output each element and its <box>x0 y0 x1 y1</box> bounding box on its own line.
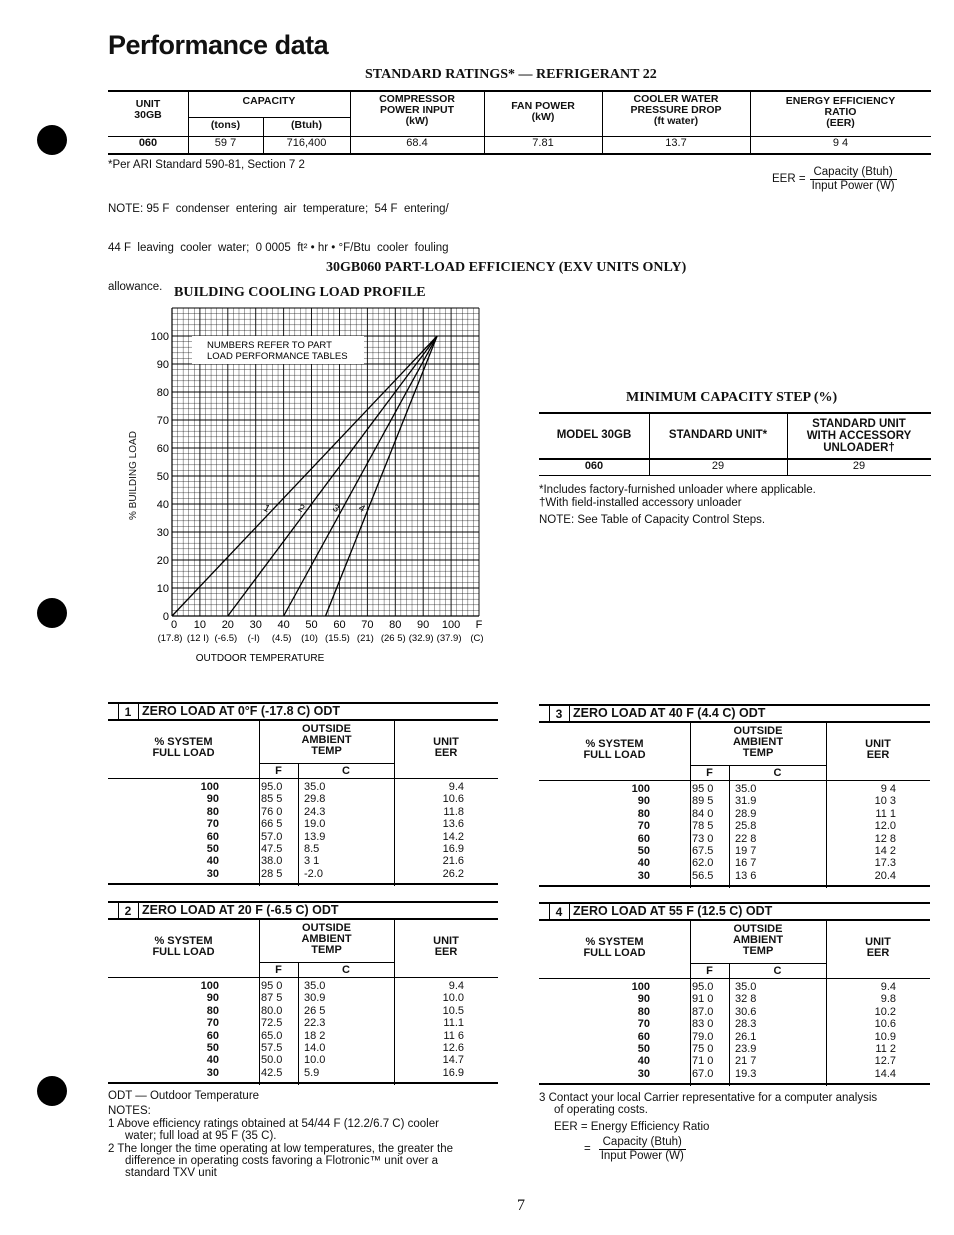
x-tick-label-celsius: (26 5) <box>380 633 406 644</box>
min-hdr-acc-1: STANDARD UNIT <box>812 418 906 430</box>
hdr-f: F <box>275 964 282 976</box>
hdr-oat-3: TEMP <box>742 747 774 759</box>
table-cell-f: 78 5 <box>692 820 714 833</box>
y-tick-label: 40 <box>156 499 169 511</box>
min-capacity-title: MINIMUM CAPACITY STEP (%) <box>626 390 838 405</box>
hdr-eer-1: ENERGY EFFICIENCY <box>785 95 896 107</box>
min-hdr-model: MODEL 30GB <box>556 429 632 441</box>
y-tick-label: 80 <box>156 387 169 399</box>
hdr-tons: (tons) <box>210 119 241 131</box>
table-cell-eer: 10.9 <box>874 1030 896 1043</box>
table-cell-f: 73 0 <box>692 832 714 845</box>
x-tick-label: 0 <box>170 619 178 631</box>
y-tick-label: 100 <box>150 331 169 343</box>
table-cell-eer: 20.4 <box>874 869 896 882</box>
cell-unit: 060 <box>138 137 158 149</box>
hdr-system-1: % SYSTEM <box>154 736 213 748</box>
eer-formula-2-numerator: Capacity (Btuh) <box>599 1136 686 1149</box>
eer-formula <box>772 166 897 193</box>
table-cell-eer: 10.6 <box>874 1018 896 1031</box>
eer-formula-2-eq: = <box>584 1142 591 1155</box>
hdr-compressor-2: POWER INPUT <box>379 104 455 116</box>
table-cell-eer: 10.5 <box>442 1004 464 1017</box>
x-tick-label: 70 <box>361 619 374 631</box>
min-cell-standard: 29 <box>711 460 725 472</box>
hdr-eer-2: EER <box>434 747 458 759</box>
series-label-2: 2 <box>295 502 307 515</box>
chart-x-axis-label: OUTDOOR TEMPERATURE <box>195 653 325 664</box>
table-cell-f: 87.0 <box>692 1005 714 1018</box>
table-cell-f: 67.0 <box>692 1067 714 1080</box>
y-tick-label: 90 <box>156 359 169 371</box>
x-tick-label: F <box>475 619 483 631</box>
note-3-line-2: of operating costs. <box>554 1104 648 1117</box>
hdr-oat-2: AMBIENT <box>301 734 352 746</box>
table-cell-c: 35.0 <box>304 980 326 992</box>
table-cell-f: 87 5 <box>261 992 283 1005</box>
x-tick-label: 40 <box>277 619 290 631</box>
table-cell-eer: 16.9 <box>442 842 464 855</box>
x-tick-label: 60 <box>333 619 346 631</box>
chart-y-label-box <box>128 400 142 520</box>
hdr-compressor-1: COMPRESSOR <box>379 93 455 105</box>
hdr-system-1: % SYSTEM <box>154 935 213 947</box>
series-label-1: 1 <box>261 502 272 515</box>
table-cell-load: 90 <box>637 795 650 808</box>
note-2-line-2: difference in operating costs favoring a Flotronic™ unit over a <box>125 1155 439 1168</box>
table-cell-f: 38.0 <box>261 855 283 868</box>
table-cell-eer: 14 2 <box>874 844 896 857</box>
table-cell-c: 26.1 <box>735 1030 757 1043</box>
table-cell-eer: 10.2 <box>874 1005 896 1018</box>
note-1-line-2: water; full load at 95 F (35 C). <box>125 1130 277 1143</box>
hdr-oat-2: AMBIENT <box>732 736 784 748</box>
hdr-eer-1: UNIT <box>865 738 891 750</box>
hdr-c: C <box>342 964 350 976</box>
series-label-3: 3 <box>330 502 341 515</box>
table-cell-f: 91 0 <box>692 993 714 1006</box>
table-cell-c: 35.0 <box>304 781 326 793</box>
page-number: 7 <box>517 1197 525 1214</box>
x-tick-label: 20 <box>221 619 234 631</box>
table-cell-eer: 13.6 <box>442 818 464 831</box>
hdr-eer-2: RATIO <box>824 106 857 118</box>
table-cell-load: 90 <box>206 992 219 1005</box>
x-tick-label-celsius: (C) <box>470 633 484 644</box>
hdr-f: F <box>706 965 713 977</box>
eer-formula-denominator: Input Power (W) <box>811 180 895 192</box>
cell-eer: 9 4 <box>832 137 849 149</box>
table-cell-eer: 12 8 <box>874 832 896 845</box>
table-cell-load: 100 <box>631 783 650 795</box>
x-tick-label: 10 <box>193 619 207 631</box>
table-cell-f: 95.0 <box>692 981 714 993</box>
chart-annotation-line-1: NUMBERS REFER TO PART <box>207 340 332 351</box>
table-cell-eer: 21.6 <box>442 855 464 868</box>
min-cell-model: 060 <box>584 460 604 472</box>
zero-load-table-2 <box>108 901 498 1085</box>
table-cell-eer: 14.7 <box>442 1054 464 1067</box>
table-cell-eer: 16.9 <box>442 1066 464 1079</box>
table-cell-f: 84 0 <box>692 807 714 820</box>
table-cell-f: 67.5 <box>692 844 714 857</box>
hdr-eer-3: (EER) <box>826 117 855 129</box>
zero-table-number: 4 <box>555 905 563 919</box>
zero-table-number: 3 <box>555 707 563 721</box>
table-cell-eer: 11 2 <box>875 1042 896 1055</box>
table-cell-c: 5.9 <box>304 1066 320 1079</box>
table-cell-c: 28.9 <box>735 807 757 820</box>
chart-title: BUILDING COOLING LOAD PROFILE <box>174 285 426 300</box>
series-label-4: 4 <box>356 502 367 515</box>
eer-formula-numerator: Capacity (Btuh) <box>810 166 897 180</box>
table-cell-c: 10.0 <box>304 1054 326 1067</box>
table-cell-load: 50 <box>637 1042 650 1055</box>
note-2-line-1: 2 The longer the time operating at low temperatures, the greater the <box>108 1142 453 1155</box>
min-hdr-acc-2: WITH ACCESSORY <box>806 430 912 442</box>
x-tick-label-celsius: (32.9) <box>408 633 434 644</box>
table-cell-load: 100 <box>200 781 219 793</box>
cell-compressor: 68.4 <box>406 137 428 149</box>
table-cell-c: 19.0 <box>304 818 326 831</box>
table-cell-load: 50 <box>206 842 219 855</box>
hdr-eer-1: UNIT <box>433 935 459 947</box>
eer-formula-2-denominator: Input Power (W) <box>600 1149 684 1162</box>
table-cell-eer: 14.2 <box>442 830 464 843</box>
table-cell-c: 3 1 <box>304 855 320 868</box>
x-tick-label-celsius: (4.5) <box>271 633 292 644</box>
table-cell-c: 14.0 <box>304 1041 326 1054</box>
hdr-cooler-2: PRESSURE DROP <box>630 104 722 116</box>
min-note-1: *Includes factory-furnished unloader where applicable. <box>539 484 816 496</box>
x-tick-label-celsius: (15.5) <box>325 633 350 644</box>
table-cell-eer: 11.8 <box>443 805 464 818</box>
hdr-oat-3: TEMP <box>311 745 342 757</box>
min-cell-accessory: 29 <box>852 460 866 472</box>
building-load-chart <box>120 300 500 670</box>
y-tick-label: 20 <box>156 555 169 567</box>
hdr-oat-2: AMBIENT <box>301 933 352 945</box>
hdr-oat-1: OUTSIDE <box>733 725 783 737</box>
hdr-eer-1: UNIT <box>865 936 891 948</box>
table-cell-c: -2.0 <box>304 867 323 880</box>
table-cell-load: 60 <box>206 1029 219 1042</box>
eer-formula-2 <box>539 1136 877 1162</box>
table-cell-load: 30 <box>206 1066 219 1079</box>
table-cell-eer: 17.3 <box>874 857 896 870</box>
table-cell-c: 35.0 <box>735 783 757 795</box>
table-cell-c: 18 2 <box>304 1029 326 1042</box>
notes-heading: NOTES: <box>108 1105 151 1118</box>
y-tick-label: 30 <box>156 527 169 539</box>
hdr-oat-1: OUTSIDE <box>733 923 783 935</box>
x-tick-label: 100 <box>441 619 461 631</box>
note-3-line-1: 3 Contact your local Carrier representative for a computer analysis <box>539 1092 878 1104</box>
table-cell-f: 47.5 <box>261 842 283 855</box>
x-tick-label-celsius: (37.9) <box>436 633 462 644</box>
zero-load-table-1 <box>108 702 498 886</box>
table-cell-load: 80 <box>206 805 219 818</box>
table-cell-load: 40 <box>637 857 650 870</box>
table-cell-f: 57.0 <box>261 830 283 843</box>
bullet-dot-1 <box>37 125 67 155</box>
table-cell-c: 26 5 <box>304 1004 326 1017</box>
min-hdr-acc-3: UNLOADER† <box>823 442 895 454</box>
note-1-line-1: 1 Above efficiency ratings obtained at 54/44 F (12.2/6.7 C) cooler <box>108 1117 439 1130</box>
hdr-system-1: % SYSTEM <box>585 936 644 948</box>
hdr-system-1: % SYSTEM <box>585 738 644 750</box>
table-cell-load: 80 <box>637 807 650 820</box>
table-cell-load: 90 <box>206 793 219 806</box>
zero-table-title: ZERO LOAD AT 0°F (-17.8 C) ODT <box>142 704 341 718</box>
table-cell-eer: 9.4 <box>448 781 464 793</box>
hdr-eer-2: EER <box>866 947 890 959</box>
zero-load-table-4 <box>539 902 930 1086</box>
cell-cooler: 13.7 <box>665 137 687 149</box>
bullet-dot-3 <box>37 1076 67 1106</box>
table-cell-eer: 12.6 <box>442 1041 464 1054</box>
table-cell-c: 22.3 <box>304 1017 326 1030</box>
standard-ratings-title: STANDARD RATINGS* — REFRIGERANT 22 <box>365 67 657 82</box>
table-cell-f: 71 0 <box>692 1055 714 1068</box>
table-cell-load: 40 <box>206 1054 219 1067</box>
table-cell-c: 23.9 <box>735 1042 757 1055</box>
table-cell-f: 89 5 <box>692 795 714 808</box>
x-tick-label-celsius: (10) <box>301 633 318 644</box>
table-cell-load: 60 <box>206 830 219 843</box>
hdr-system-2: FULL LOAD <box>152 747 215 759</box>
table-cell-c: 25.8 <box>735 820 757 833</box>
table-cell-c: 30.9 <box>304 992 326 1005</box>
table-cell-c: 29.8 <box>304 793 326 806</box>
table-cell-f: 28 5 <box>261 867 283 880</box>
min-hdr-standard: STANDARD UNIT* <box>668 429 768 441</box>
table-cell-load: 70 <box>637 820 650 833</box>
table-cell-eer: 11.1 <box>443 1017 464 1030</box>
hdr-cooler-1: COOLER WATER <box>633 93 719 105</box>
hdr-capacity: CAPACITY <box>242 95 296 107</box>
table-cell-f: 42.5 <box>261 1066 283 1079</box>
x-tick-label-celsius: (-6.5) <box>214 633 238 644</box>
table-cell-load: 50 <box>206 1041 219 1054</box>
table-cell-load: 40 <box>206 855 219 868</box>
table-cell-f: 95.0 <box>261 781 283 793</box>
hdr-oat-2: AMBIENT <box>732 934 784 946</box>
table-cell-c: 8.5 <box>304 842 320 855</box>
chart-annotation-line-2: LOAD PERFORMANCE TABLES <box>207 351 348 362</box>
table-cell-c: 35.0 <box>735 981 757 993</box>
table-cell-c: 22 8 <box>735 832 757 845</box>
table-cell-f: 72.5 <box>261 1017 283 1030</box>
table-cell-eer: 10.0 <box>442 992 464 1005</box>
table-cell-f: 79.0 <box>692 1030 714 1043</box>
cell-btuh: 716,400 <box>286 137 327 149</box>
y-tick-label: 60 <box>156 443 169 455</box>
table-cell-f: 62.0 <box>692 857 714 870</box>
hdr-system-2: FULL LOAD <box>583 947 646 959</box>
table-cell-c: 16 7 <box>735 857 757 870</box>
table-cell-eer: 12.0 <box>874 820 896 833</box>
table-cell-eer: 9.4 <box>448 980 464 992</box>
y-tick-label: 0 <box>162 611 169 623</box>
table-cell-load: 70 <box>206 1017 219 1030</box>
eer-definition: EER = Energy Efficiency Ratio <box>554 1120 710 1133</box>
x-tick-label: 80 <box>389 619 402 631</box>
hdr-f: F <box>275 765 282 777</box>
hdr-system-2: FULL LOAD <box>152 946 215 958</box>
table-cell-f: 66 5 <box>261 818 283 831</box>
x-tick-label-celsius: (21) <box>356 633 374 644</box>
cell-tons: 59 7 <box>214 137 237 149</box>
table-cell-c: 31.9 <box>735 795 757 808</box>
ratings-note-line-2: 44 F leaving cooler water; 0 0005 ft² • hr • °F/Btu cooler fouling <box>108 242 449 254</box>
hdr-eer-2: EER <box>434 946 458 958</box>
table-cell-f: 95 0 <box>692 783 714 795</box>
hdr-c: C <box>773 767 782 779</box>
table-cell-load: 30 <box>206 867 219 880</box>
zero-table-number: 1 <box>124 705 132 719</box>
min-note-2: †With field-installed accessory unloader <box>539 497 742 509</box>
table-cell-f: 76 0 <box>261 805 283 818</box>
table-cell-eer: 26.2 <box>442 867 464 880</box>
table-cell-c: 13.9 <box>304 830 326 843</box>
table-cell-f: 65.0 <box>261 1029 283 1042</box>
ratings-footnote: *Per ARI Standard 590-81, Section 7 2 <box>108 159 305 171</box>
table-cell-load: 90 <box>637 993 650 1006</box>
y-tick-label: 50 <box>156 471 169 483</box>
zero-table-title: ZERO LOAD AT 20 F (-6.5 C) ODT <box>142 903 339 917</box>
table-cell-c: 19 7 <box>735 844 757 857</box>
x-tick-label: 50 <box>305 619 318 631</box>
y-tick-label: 70 <box>156 415 169 427</box>
table-cell-f: 50.0 <box>261 1054 283 1067</box>
hdr-oat-3: TEMP <box>742 945 774 957</box>
table-cell-f: 56.5 <box>692 869 714 882</box>
table-cell-eer: 11 1 <box>875 807 896 820</box>
table-cell-f: 80.0 <box>261 1004 283 1017</box>
table-cell-f: 57.5 <box>261 1041 283 1054</box>
zero-load-table-3 <box>539 704 930 888</box>
table-cell-eer: 10 3 <box>874 795 896 808</box>
table-cell-load: 100 <box>631 981 650 993</box>
x-tick-label: 30 <box>249 619 262 631</box>
table-cell-load: 80 <box>637 1005 650 1018</box>
table-cell-eer: 10.6 <box>442 793 464 806</box>
table-cell-eer: 11 6 <box>443 1029 464 1042</box>
hdr-compressor-3: (kW) <box>405 115 429 127</box>
table-cell-f: 95 0 <box>261 980 283 992</box>
x-tick-label-celsius: (-I) <box>247 633 260 644</box>
table-cell-load: 30 <box>637 869 650 882</box>
chart-y-axis-label-text: % BUILDING LOAD <box>128 431 139 520</box>
x-tick-label-celsius: (17.8) <box>157 633 183 644</box>
table-cell-c: 30.6 <box>735 1005 757 1018</box>
zero-table-title: ZERO LOAD AT 55 F (12.5 C) ODT <box>573 904 773 918</box>
table-cell-c: 21 7 <box>735 1055 757 1068</box>
hdr-system-2: FULL LOAD <box>583 749 646 761</box>
hdr-fan-2: (kW) <box>531 111 555 123</box>
table-cell-load: 40 <box>637 1055 650 1068</box>
table-cell-load: 30 <box>637 1067 650 1080</box>
hdr-oat-1: OUTSIDE <box>302 922 351 934</box>
standard-ratings-table <box>108 90 931 155</box>
hdr-eer-1: UNIT <box>433 736 459 748</box>
min-note-3: NOTE: See Table of Capacity Control Steps. <box>539 514 766 526</box>
ratings-note-line-3: allowance. <box>108 281 163 293</box>
hdr-f: F <box>706 767 713 779</box>
table-cell-f: 75 0 <box>692 1042 714 1055</box>
table-cell-c: 32 8 <box>735 993 757 1006</box>
x-tick-label-celsius: (12 I) <box>186 633 210 644</box>
table-cell-f: 85 5 <box>261 793 283 806</box>
table-cell-eer: 9.4 <box>880 981 896 993</box>
page-title: Performance data <box>108 30 329 60</box>
table-cell-c: 28.3 <box>735 1018 757 1031</box>
hdr-cooler-3: (ft water) <box>653 115 699 127</box>
hdr-eer-2: EER <box>866 749 890 761</box>
table-cell-load: 80 <box>206 1004 219 1017</box>
table-cell-c: 19.3 <box>735 1067 757 1080</box>
y-tick-label: 10 <box>156 583 169 595</box>
table-cell-load: 100 <box>200 980 219 992</box>
hdr-c: C <box>773 965 782 977</box>
cell-fan: 7.81 <box>532 137 554 149</box>
table-cell-load: 50 <box>637 844 650 857</box>
min-capacity-table <box>539 412 931 476</box>
hdr-oat-1: OUTSIDE <box>302 723 351 735</box>
table-cell-load: 60 <box>637 1030 650 1043</box>
bullet-dot-2 <box>37 598 67 628</box>
zero-table-title: ZERO LOAD AT 40 F (4.4 C) ODT <box>573 706 766 720</box>
hdr-btuh: (Btuh) <box>291 119 322 131</box>
part-load-title: 30GB060 PART-LOAD EFFICIENCY (EXV UNITS ONLY) <box>326 260 687 275</box>
table-cell-eer: 9.8 <box>880 993 896 1006</box>
x-tick-label: 90 <box>417 619 430 631</box>
table-cell-eer: 12.7 <box>874 1055 896 1068</box>
table-cell-c: 13 6 <box>735 869 757 882</box>
table-cell-load: 70 <box>637 1018 650 1031</box>
note-2-line-3: standard TXV unit <box>125 1167 217 1180</box>
table-cell-load: 60 <box>637 832 650 845</box>
table-cell-load: 70 <box>206 818 219 831</box>
table-cell-eer: 14.4 <box>874 1067 896 1080</box>
hdr-fan-1: FAN POWER <box>511 100 575 112</box>
hdr-unit-model: 30GB <box>134 109 162 121</box>
table-cell-c: 24.3 <box>304 805 326 818</box>
table-cell-eer: 9 4 <box>880 783 896 795</box>
hdr-unit: UNIT <box>135 98 161 110</box>
zero-table-number: 2 <box>124 904 132 918</box>
eer-formula-label: EER = <box>772 173 806 185</box>
ratings-note-line-1: NOTE: 95 F condenser entering air temperature; 54 F entering/ <box>108 203 449 215</box>
hdr-oat-3: TEMP <box>311 944 342 956</box>
hdr-c: C <box>342 765 350 777</box>
table-cell-f: 83 0 <box>692 1018 714 1031</box>
odt-definition: ODT — Outdoor Temperature <box>108 1090 260 1102</box>
